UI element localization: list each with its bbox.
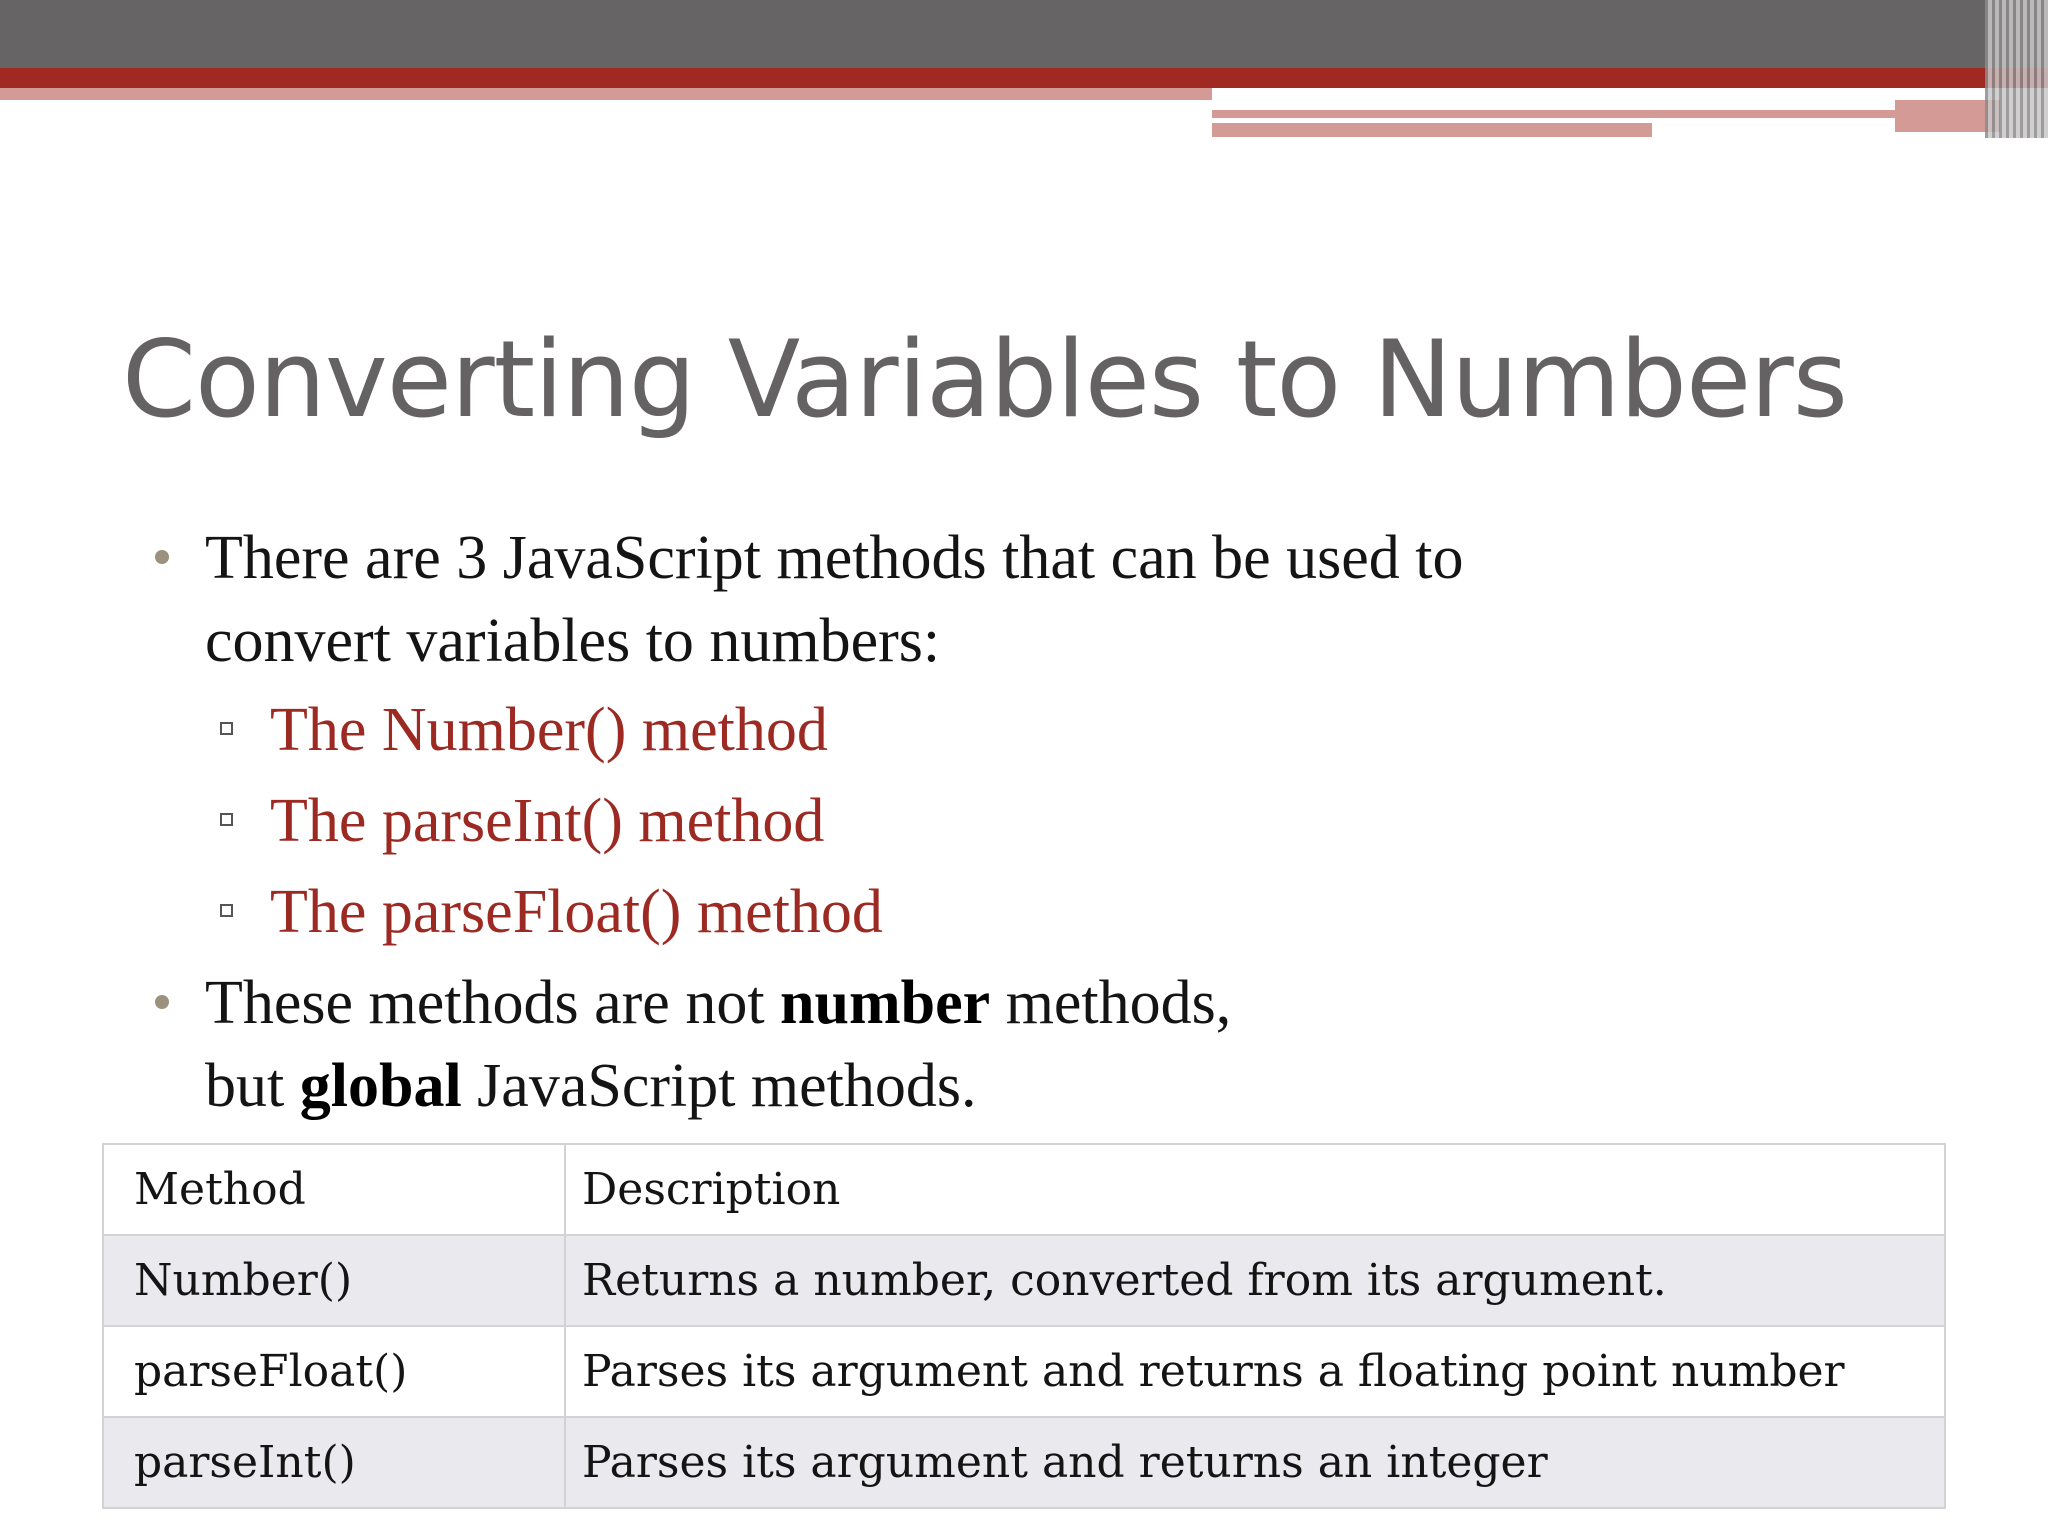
square-bullet-icon — [220, 904, 233, 917]
bullet-2-text-b: methods, — [990, 969, 1232, 1037]
table-row — [103, 1417, 1945, 1508]
table-cell-method: parseInt() — [103, 1417, 565, 1508]
methods-table — [102, 1143, 1946, 1509]
header-pink-band-right — [1212, 110, 1992, 118]
bullet-2-text-d: JavaScript methods. — [461, 1052, 977, 1120]
table-header-description: Description — [565, 1144, 1945, 1235]
table-cell-description: Parses its argument and returns a floating point number — [565, 1326, 1945, 1417]
bullet-dot-icon — [155, 550, 169, 564]
table-row — [103, 1326, 1945, 1417]
bullet-1-line-2: convert variables to numbers: — [205, 607, 941, 675]
table-cell-description: Parses its argument and returns an integer — [565, 1417, 1945, 1508]
table-row — [103, 1235, 1945, 1326]
bullet-2-bold-global: global — [299, 1052, 462, 1120]
bullet-2-text-c: but — [205, 1052, 300, 1120]
header-red-band — [0, 68, 2048, 88]
sub-item-parseint: The parseInt() method — [270, 787, 825, 855]
bullet-2-line-1 — [205, 962, 1231, 1044]
table-header-method: Method — [103, 1144, 565, 1235]
bullet-dot-icon — [155, 995, 169, 1009]
square-bullet-icon — [220, 813, 233, 826]
table-cell-description: Returns a number, converted from its argument. — [565, 1235, 1945, 1326]
table-header-row — [103, 1144, 1945, 1235]
bullet-1-line-1: There are 3 JavaScript methods that can be used to — [205, 524, 1464, 592]
header-stripes-decoration — [1985, 0, 2048, 138]
bullet-2-line-2 — [205, 1045, 977, 1127]
sub-item-number: The Number() method — [270, 696, 828, 764]
table-cell-method: Number() — [103, 1235, 565, 1326]
slide-title: Converting Variables to Numbers — [122, 318, 1847, 441]
sub-item-parsefloat: The parseFloat() method — [270, 878, 883, 946]
table-cell-method: parseFloat() — [103, 1326, 565, 1417]
bullet-2-bold-number: number — [780, 969, 991, 1037]
bullet-2-text-a: These methods are not — [205, 969, 781, 1037]
header-pink-band-right-lower — [1212, 123, 1652, 137]
square-bullet-icon — [220, 722, 233, 735]
header-gray-band — [0, 0, 2048, 68]
header-pink-band-left — [0, 88, 1212, 100]
